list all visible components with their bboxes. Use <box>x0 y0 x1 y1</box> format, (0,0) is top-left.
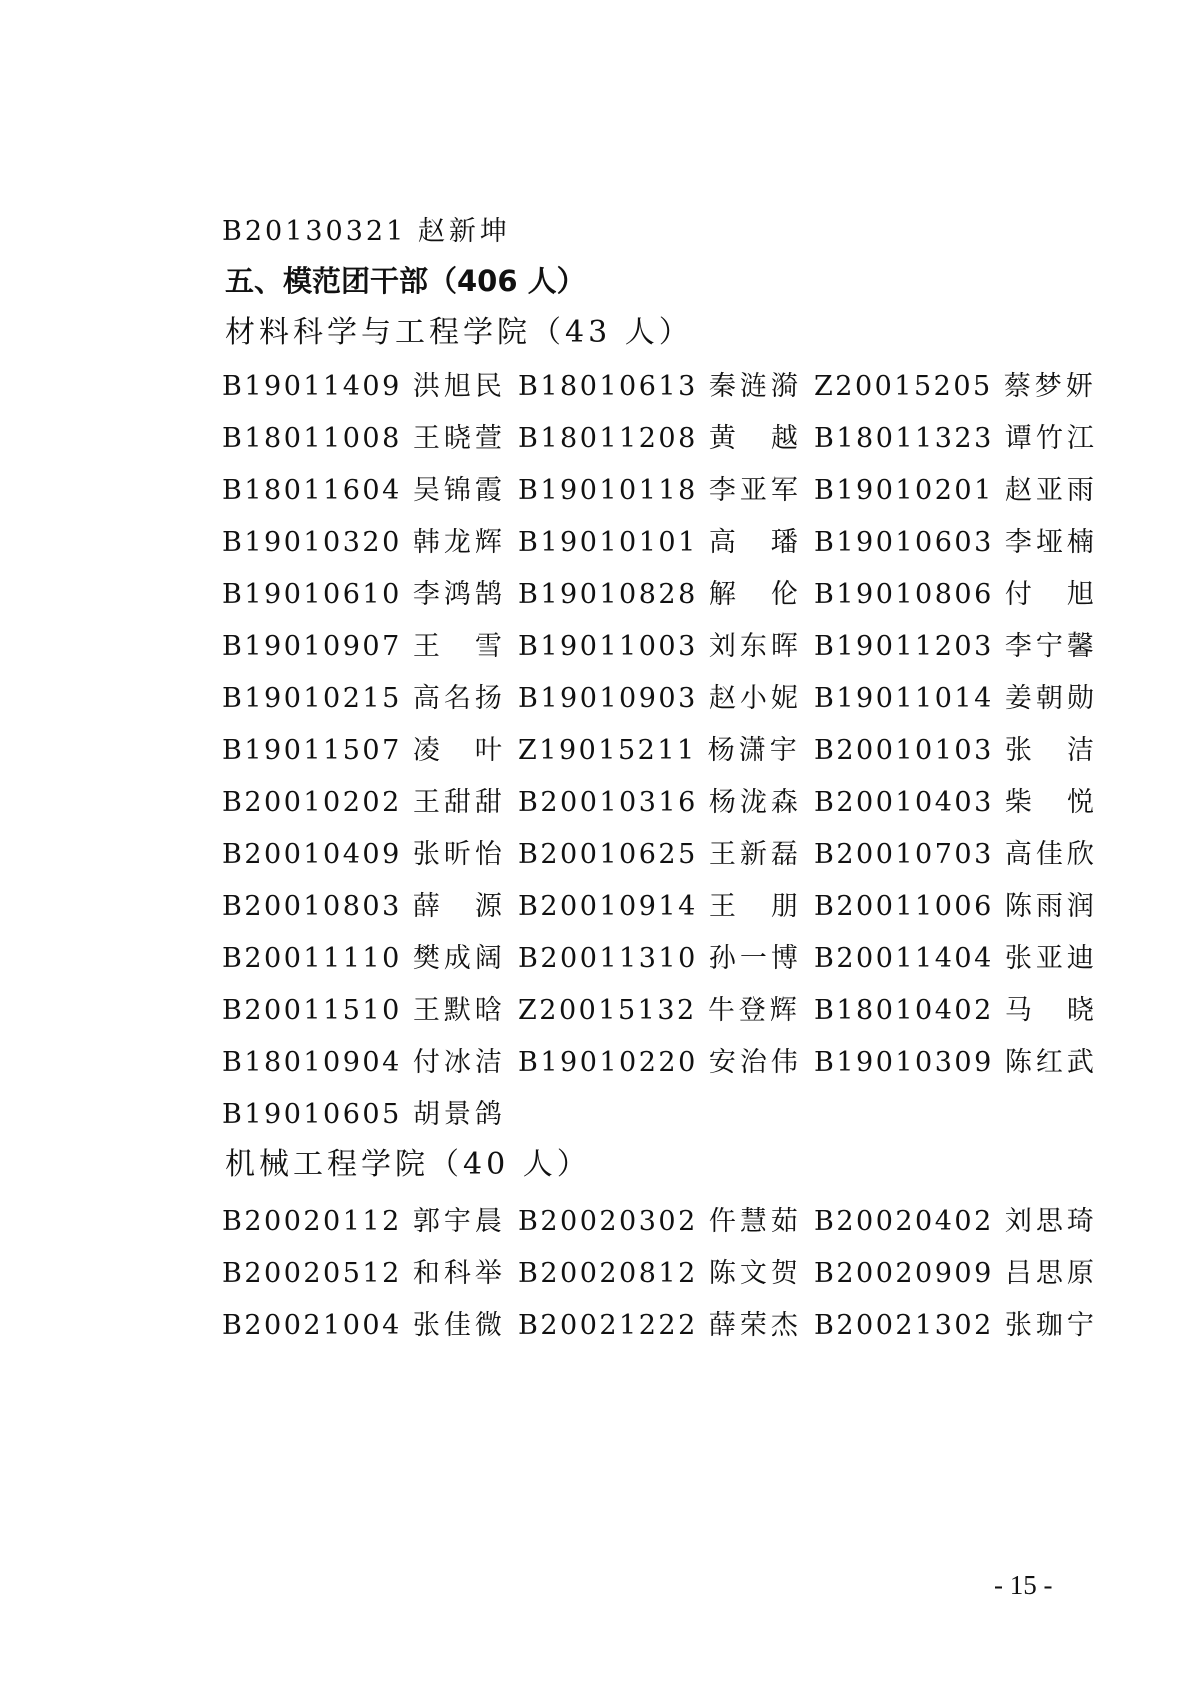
list-item <box>518 1208 802 1235</box>
entry-name: 马 晓 <box>1004 995 1098 1026</box>
entry-name: 李垭楠 <box>1004 527 1098 558</box>
entry-name: 王甜甜 <box>412 787 506 818</box>
department-title-materials: 材料科学与工程学院（43 人） <box>225 315 693 350</box>
list-item <box>518 633 802 660</box>
entry-id: B20010625 <box>518 839 698 870</box>
entry-name: 陈雨润 <box>1004 891 1098 922</box>
entry-id: B20020402 <box>814 1206 994 1237</box>
list-item <box>222 1312 506 1339</box>
table-row <box>222 1101 1052 1141</box>
entry-id: B20011110 <box>222 943 402 974</box>
list-item <box>518 945 802 972</box>
entry-name: 吴锦霞 <box>412 475 506 506</box>
entry-name: 刘东晖 <box>708 631 802 662</box>
table-row <box>222 839 1098 881</box>
list-item <box>222 1049 506 1076</box>
entry-id: B18010904 <box>222 1047 402 1078</box>
list-item <box>814 1312 1098 1339</box>
entry-id: B19010603 <box>814 527 994 558</box>
list-item <box>222 529 506 556</box>
entry-id: B19011014 <box>814 683 994 714</box>
table-row <box>222 735 1098 777</box>
entry-name: 王 雪 <box>412 631 506 662</box>
list-item <box>814 789 1098 816</box>
list-item <box>222 893 506 920</box>
entry-name: 赵小妮 <box>708 683 802 714</box>
entry-name: 秦涟漪 <box>708 371 802 402</box>
list-item <box>222 1101 506 1128</box>
entry-id: B20010409 <box>222 839 402 870</box>
entry-name: 王 朋 <box>708 891 802 922</box>
list-item <box>518 1312 802 1339</box>
entry-id: B19011507 <box>222 735 402 766</box>
entry-name: 赵新坤 <box>417 216 511 247</box>
entry-name: 郭宇晨 <box>412 1206 506 1237</box>
list-item <box>222 789 506 816</box>
entry-id: B19011003 <box>518 631 698 662</box>
list-item <box>814 633 1098 660</box>
entry-name: 张佳微 <box>412 1310 506 1341</box>
entry-id: B18011323 <box>814 423 994 454</box>
entry-name: 王新磊 <box>708 839 802 870</box>
table-row <box>222 683 1098 725</box>
entry-name: 薛荣杰 <box>708 1310 802 1341</box>
entry-id: B20020909 <box>814 1258 994 1289</box>
entry-id: B20011510 <box>222 995 402 1026</box>
entry-id: B20010202 <box>222 787 402 818</box>
list-item <box>222 1208 506 1235</box>
entry-id: B19010201 <box>814 475 994 506</box>
list-item <box>222 373 506 400</box>
list-item <box>814 477 1098 504</box>
entry-id: B18010402 <box>814 995 994 1026</box>
entry-id: B20010803 <box>222 891 402 922</box>
table-row <box>222 995 1098 1037</box>
entry-id: B20011404 <box>814 943 994 974</box>
entry-id: B19010610 <box>222 579 402 610</box>
entry-name: 张亚迪 <box>1004 943 1098 974</box>
entry-name: 解 伦 <box>708 579 802 610</box>
entry-id: B19010309 <box>814 1047 994 1078</box>
entry-name: 和科举 <box>412 1258 506 1289</box>
list-item <box>814 685 1098 712</box>
entry-name: 付冰洁 <box>412 1047 506 1078</box>
entry-id: B20010914 <box>518 891 698 922</box>
entry-id: B20010103 <box>814 735 994 766</box>
entry-name: 吕思原 <box>1004 1258 1098 1289</box>
entry-name: 孙一博 <box>708 943 802 974</box>
entry-name: 樊成阔 <box>412 943 506 974</box>
list-item <box>518 477 802 504</box>
entry-name: 李宁馨 <box>1004 631 1098 662</box>
entry-name: 胡景鸽 <box>412 1099 506 1130</box>
entry-id: B18010613 <box>518 371 698 402</box>
list-item <box>814 373 1097 400</box>
entry-name: 仵慧茹 <box>708 1206 802 1237</box>
entry-id: Z20015132 <box>518 995 697 1026</box>
entry-name: 刘思琦 <box>1004 1206 1098 1237</box>
list-item <box>518 737 801 764</box>
list-item <box>814 1208 1098 1235</box>
list-item <box>518 685 802 712</box>
table-row <box>222 1310 1098 1352</box>
table-row <box>222 1206 1098 1248</box>
entry-id: B20010316 <box>518 787 698 818</box>
entry-id: B19011409 <box>222 371 402 402</box>
list-item <box>814 945 1098 972</box>
entry-name: 高名扬 <box>412 683 506 714</box>
entry-name: 付 旭 <box>1004 579 1098 610</box>
entry-id: B18011008 <box>222 423 402 454</box>
table-row <box>222 527 1098 569</box>
entry-name: 谭竹江 <box>1004 423 1098 454</box>
table-row <box>222 943 1098 985</box>
list-item <box>222 997 506 1024</box>
entry-id: B20020112 <box>222 1206 402 1237</box>
entry-id: B20130321 <box>222 216 407 247</box>
entry-id: Z19015211 <box>518 735 697 766</box>
list-item <box>814 997 1098 1024</box>
table-row <box>222 1047 1098 1089</box>
entry-id: B19010118 <box>518 475 698 506</box>
list-item <box>814 737 1098 764</box>
entry-name: 陈红武 <box>1004 1047 1098 1078</box>
list-item <box>222 737 506 764</box>
entry-id: B18011208 <box>518 423 698 454</box>
entry-id: Z20015205 <box>814 371 993 402</box>
entry-name: 韩龙辉 <box>412 527 506 558</box>
entry-name: 张 洁 <box>1004 735 1098 766</box>
table-row <box>222 579 1098 621</box>
entry-name: 洪旭民 <box>412 371 506 402</box>
entry-id: B20020302 <box>518 1206 698 1237</box>
table-row <box>222 371 1097 413</box>
entry-name: 黄 越 <box>708 423 802 454</box>
entry-name: 柴 悦 <box>1004 787 1098 818</box>
list-item <box>814 529 1098 556</box>
entry-id: B19011203 <box>814 631 994 662</box>
table-row <box>222 423 1098 465</box>
entry-id: B19010806 <box>814 579 994 610</box>
list-item <box>518 789 802 816</box>
list-item <box>814 425 1098 452</box>
list-item <box>222 841 506 868</box>
list-item <box>518 529 802 556</box>
list-item <box>222 633 506 660</box>
carry-over-entry <box>222 218 511 245</box>
entry-id: B19010605 <box>222 1099 402 1130</box>
section-heading: 五、模范团干部（406 人） <box>225 264 586 298</box>
entry-name: 赵亚雨 <box>1004 475 1098 506</box>
entry-id: B19010101 <box>518 527 698 558</box>
entry-name: 凌 叶 <box>412 735 506 766</box>
entry-name: 张珈宁 <box>1004 1310 1098 1341</box>
table-row <box>222 787 1098 829</box>
entry-id: B19010220 <box>518 1047 698 1078</box>
list-item <box>518 997 801 1024</box>
list-item <box>222 945 506 972</box>
entry-id: B19010828 <box>518 579 698 610</box>
entry-id: B19010903 <box>518 683 698 714</box>
entry-name: 王晓萱 <box>412 423 506 454</box>
entry-name: 王默晗 <box>412 995 506 1026</box>
entry-name: 李鸿鹄 <box>412 579 506 610</box>
entry-name: 安治伟 <box>708 1047 802 1078</box>
list-item <box>222 477 506 504</box>
entry-id: B19010215 <box>222 683 402 714</box>
entry-id: B18011604 <box>222 475 402 506</box>
list-item <box>814 581 1098 608</box>
list-item <box>518 581 802 608</box>
list-item <box>814 841 1098 868</box>
list-item <box>518 893 802 920</box>
entry-id: B20010703 <box>814 839 994 870</box>
entry-name: 蔡梦妍 <box>1003 371 1097 402</box>
page-number: - 15 - <box>994 1570 1053 1600</box>
entry-name: 薛 源 <box>412 891 506 922</box>
entry-id: B20021302 <box>814 1310 994 1341</box>
entry-id: B20020512 <box>222 1258 402 1289</box>
entry-id: B19010320 <box>222 527 402 558</box>
list-item <box>518 425 802 452</box>
list-item <box>222 1260 506 1287</box>
list-item <box>222 581 506 608</box>
table-row <box>222 891 1098 933</box>
entry-id: B20021222 <box>518 1310 698 1341</box>
entry-id: B20011006 <box>814 891 994 922</box>
entry-id: B20021004 <box>222 1310 402 1341</box>
entry-name: 杨潇宇 <box>707 735 801 766</box>
list-item <box>814 1260 1098 1287</box>
entry-name: 高 璠 <box>708 527 802 558</box>
entry-name: 高佳欣 <box>1004 839 1098 870</box>
table-row <box>222 475 1098 517</box>
list-item <box>814 893 1098 920</box>
entry-id: B19010907 <box>222 631 402 662</box>
entry-id: B20011310 <box>518 943 698 974</box>
list-item <box>518 841 802 868</box>
list-item <box>518 1049 802 1076</box>
entry-name: 牛登辉 <box>707 995 801 1026</box>
entry-name: 李亚军 <box>708 475 802 506</box>
table-row <box>222 1258 1098 1300</box>
entry-id: B20010403 <box>814 787 994 818</box>
department-title-mechanical: 机械工程学院（40 人） <box>225 1147 591 1182</box>
list-item <box>518 373 802 400</box>
entry-name: 张昕怡 <box>412 839 506 870</box>
entry-name: 杨泷森 <box>708 787 802 818</box>
list-item <box>814 1049 1098 1076</box>
list-item <box>222 685 506 712</box>
list-item <box>518 1260 802 1287</box>
list-item <box>222 425 506 452</box>
entry-name: 姜朝勋 <box>1004 683 1098 714</box>
entry-id: B20020812 <box>518 1258 698 1289</box>
entry-name: 陈文贺 <box>708 1258 802 1289</box>
table-row <box>222 631 1098 673</box>
